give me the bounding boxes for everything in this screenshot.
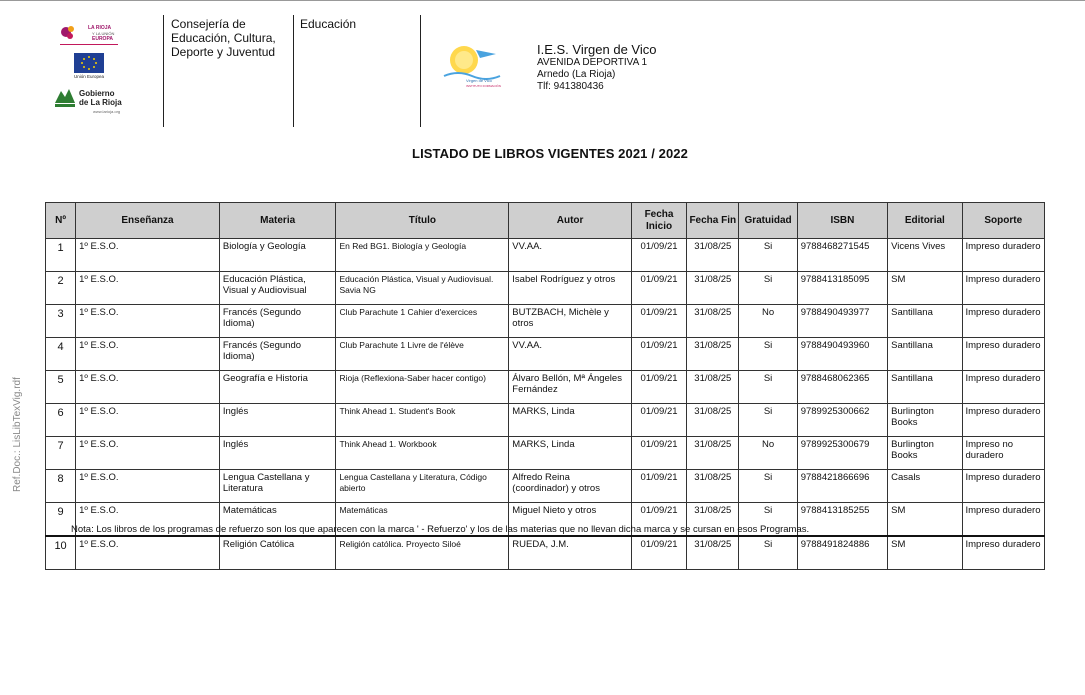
cell-fecha-fin: 31/08/25 (687, 437, 739, 470)
cell-editorial: Vicens Vives (888, 239, 962, 272)
col-header-editorial: Editorial (888, 203, 962, 239)
cell-fecha-fin: 31/08/25 (687, 272, 739, 305)
cell-fecha-inicio: 01/09/21 (631, 470, 686, 503)
cell-fecha-fin: 31/08/25 (687, 338, 739, 371)
col-header-ensenanza: Enseñanza (76, 203, 220, 239)
cell-materia: Lengua Castellana y Literatura (219, 470, 336, 503)
document-reference: Ref.Doc.: LisLibTexVig.rdf (12, 377, 23, 492)
cell-soporte: Impreso duradero (962, 404, 1045, 437)
cell-num: 9 (46, 503, 76, 537)
cell-editorial: Santillana (888, 305, 962, 338)
cell-ensenanza: 1º E.S.O. (76, 272, 220, 305)
table-row (46, 404, 1045, 437)
cell-fecha-fin: 31/08/25 (687, 404, 739, 437)
cell-isbn: 9788421866696 (797, 470, 887, 503)
cell-titulo: Educación Plástica, Visual y Audiovisual. Savia NG (336, 272, 509, 305)
cell-soporte: Impreso duradero (962, 338, 1045, 371)
cell-materia: Biología y Geología (219, 239, 336, 272)
area-name: Educación (300, 17, 357, 31)
cell-fecha-inicio: 01/09/21 (631, 305, 686, 338)
cell-titulo: Club Parachute 1 Livre de l'élève (336, 338, 509, 371)
cell-ensenanza: 1º E.S.O. (76, 371, 220, 404)
cell-materia: Francés (Segundo Idioma) (219, 305, 336, 338)
cell-ensenanza: 1º E.S.O. (76, 437, 220, 470)
cell-isbn: 9788490493960 (797, 338, 887, 371)
la-rioja-europa-logo (58, 22, 122, 48)
gobierno-la-rioja-logo (53, 85, 133, 115)
cell-num: 10 (46, 536, 76, 570)
cell-soporte: Impreso duradero (962, 239, 1045, 272)
cell-editorial: SM (888, 503, 962, 537)
cell-autor: Miguel Nieto y otros (509, 503, 632, 537)
col-header-gratuidad: Gratuidad (739, 203, 797, 239)
cell-ensenanza: 1º E.S.O. (76, 503, 220, 537)
cell-fecha-inicio: 01/09/21 (631, 371, 686, 404)
cell-autor: Alfredo Reina (coordinador) y otros (509, 470, 632, 503)
cell-ensenanza: 1º E.S.O. (76, 470, 220, 503)
cell-ensenanza: 1º E.S.O. (76, 536, 220, 570)
cell-gratuidad: Si (739, 272, 797, 305)
cell-gratuidad: Si (739, 470, 797, 503)
cell-materia: Inglés (219, 437, 336, 470)
cell-editorial: SM (888, 536, 962, 570)
cell-editorial: SM (888, 272, 962, 305)
cell-num: 2 (46, 272, 76, 305)
table-row (46, 272, 1045, 305)
cell-autor: VV.AA. (509, 239, 632, 272)
cell-isbn: 9788468271545 (797, 239, 887, 272)
school-phone: Tlf: 941380436 (537, 81, 604, 92)
cell-gratuidad: Si (739, 404, 797, 437)
header-divider-3 (420, 15, 421, 127)
svg-text:de La Rioja: de La Rioja (79, 98, 122, 107)
cell-editorial: Santillana (888, 371, 962, 404)
cell-ensenanza: 1º E.S.O. (76, 338, 220, 371)
cell-num: 1 (46, 239, 76, 272)
cell-materia: Geografía e Historia (219, 371, 336, 404)
cell-isbn: 9788491824886 (797, 536, 887, 570)
cell-fecha-inicio: 01/09/21 (631, 239, 686, 272)
cell-autor: Isabel Rodríguez y otros (509, 272, 632, 305)
cell-gratuidad: Si (739, 338, 797, 371)
eu-flag-logo (72, 53, 108, 81)
cell-fecha-fin: 31/08/25 (687, 503, 739, 537)
cell-gratuidad: Si (739, 371, 797, 404)
header-divider-1 (163, 15, 164, 127)
cell-num: 4 (46, 338, 76, 371)
cell-autor: BUTZBACH, Michèle y otros (509, 305, 632, 338)
cell-num: 8 (46, 470, 76, 503)
cell-num: 5 (46, 371, 76, 404)
cell-titulo: Club Parachute 1 Cahier d'exercices (336, 305, 509, 338)
cell-num: 6 (46, 404, 76, 437)
svg-text:Unión Europea: Unión Europea (74, 74, 105, 79)
cell-titulo: Think Ahead 1. Student's Book (336, 404, 509, 437)
cell-gratuidad: No (739, 437, 797, 470)
cell-fecha-fin: 31/08/25 (687, 371, 739, 404)
col-header-titulo: Título (336, 203, 509, 239)
col-header-soporte: Soporte (962, 203, 1045, 239)
top-rule (0, 0, 1085, 1)
cell-autor: MARKS, Linda (509, 404, 632, 437)
cell-gratuidad: No (739, 305, 797, 338)
cell-ensenanza: 1º E.S.O. (76, 305, 220, 338)
cell-soporte: Impreso duradero (962, 272, 1045, 305)
table-row (46, 536, 1045, 570)
cell-ensenanza: 1º E.S.O. (76, 404, 220, 437)
footnote: Nota: Los libros de los programas de refuerzo son los que aparecen con la marca ' - Refuerzo' y los de las materias que no llevan dicha marca y se cursan en esos Programas. (71, 524, 810, 535)
cell-isbn: 9789925300662 (797, 404, 887, 437)
cell-fecha-fin: 31/08/25 (687, 536, 739, 570)
svg-text:Gobierno: Gobierno (79, 89, 115, 98)
cell-titulo: Religión católica. Proyecto Siloé (336, 536, 509, 570)
school-logo (440, 40, 512, 92)
cell-fecha-inicio: 01/09/21 (631, 338, 686, 371)
table-row (46, 371, 1045, 404)
cell-gratuidad: Si (739, 239, 797, 272)
cell-editorial: Burlington Books (888, 437, 962, 470)
cell-titulo: Matemáticas (336, 503, 509, 537)
col-header-num: Nº (46, 203, 76, 239)
cell-materia: Matemáticas (219, 503, 336, 537)
cell-gratuidad: Si (739, 503, 797, 537)
cell-fecha-inicio: 01/09/21 (631, 536, 686, 570)
col-header-fecha-inicio: Fecha Inicio (631, 203, 686, 239)
document-title: LISTADO DE LIBROS VIGENTES 2021 / 2022 (412, 146, 688, 161)
table-row (46, 338, 1045, 371)
table-row (46, 470, 1045, 503)
cell-soporte: Impreso duradero (962, 371, 1045, 404)
cell-soporte: Impreso duradero (962, 470, 1045, 503)
books-table (45, 202, 1045, 570)
cell-num: 7 (46, 437, 76, 470)
cell-isbn: 9788413185095 (797, 272, 887, 305)
cell-titulo: Think Ahead 1. Workbook (336, 437, 509, 470)
col-header-materia: Materia (219, 203, 336, 239)
cell-autor: Álvaro Bellón, Mª Ángeles Fernández (509, 371, 632, 404)
cell-materia: Educación Plástica, Visual y Audiovisual (219, 272, 336, 305)
cell-fecha-inicio: 01/09/21 (631, 272, 686, 305)
department-name: Consejería de Educación, Cultura, Deporte y Juventud (171, 17, 276, 59)
cell-ensenanza: 1º E.S.O. (76, 239, 220, 272)
school-address: AVENIDA DEPORTIVA 1 (537, 57, 648, 68)
cell-materia: Religión Católica (219, 536, 336, 570)
cell-soporte: Impreso duradero (962, 503, 1045, 537)
svg-text:LA RIOJA: LA RIOJA (88, 25, 112, 31)
cell-fecha-fin: 31/08/25 (687, 305, 739, 338)
school-city: Arnedo (La Rioja) (537, 69, 616, 80)
table-row (46, 239, 1045, 272)
cell-titulo: Rioja (Reflexiona-Saber hacer contigo) (336, 371, 509, 404)
col-header-isbn: ISBN (797, 203, 887, 239)
cell-num: 3 (46, 305, 76, 338)
cell-editorial: Casals (888, 470, 962, 503)
svg-text:INSTITUTO FORMACIÓN: INSTITUTO FORMACIÓN (466, 84, 501, 88)
cell-autor: VV.AA. (509, 338, 632, 371)
table-header-row (46, 203, 1045, 239)
cell-editorial: Burlington Books (888, 404, 962, 437)
cell-gratuidad: Si (739, 536, 797, 570)
cell-materia: Francés (Segundo Idioma) (219, 338, 336, 371)
svg-text:Virgen de Vico: Virgen de Vico (466, 78, 492, 83)
cell-materia: Inglés (219, 404, 336, 437)
cell-soporte: Impreso duradero (962, 305, 1045, 338)
cell-isbn: 9788413185255 (797, 503, 887, 537)
cell-autor: MARKS, Linda (509, 437, 632, 470)
svg-text:Y LA UNIÓN: Y LA UNIÓN (92, 31, 115, 36)
cell-autor: RUEDA, J.M. (509, 536, 632, 570)
cell-fecha-fin: 31/08/25 (687, 470, 739, 503)
cell-titulo: Lengua Castellana y Literatura, Código abierto (336, 470, 509, 503)
cell-isbn: 9788468062365 (797, 371, 887, 404)
cell-fecha-fin: 31/08/25 (687, 239, 739, 272)
cell-isbn: 9789925300679 (797, 437, 887, 470)
school-info (537, 43, 656, 93)
col-header-fecha-fin: Fecha Fin (687, 203, 739, 239)
table-row (46, 305, 1045, 338)
school-name: I.E.S. Virgen de Vico (537, 42, 657, 57)
cell-editorial: Santillana (888, 338, 962, 371)
table-row (46, 437, 1045, 470)
cell-soporte: Impreso no duradero (962, 437, 1045, 470)
svg-text:www.larioja.org: www.larioja.org (93, 109, 121, 114)
cell-titulo: En Red BG1. Biología y Geología (336, 239, 509, 272)
cell-isbn: 9788490493977 (797, 305, 887, 338)
col-header-autor: Autor (509, 203, 632, 239)
cell-fecha-inicio: 01/09/21 (631, 437, 686, 470)
cell-fecha-inicio: 01/09/21 (631, 404, 686, 437)
header-divider-2 (293, 15, 294, 127)
cell-fecha-inicio: 01/09/21 (631, 503, 686, 537)
cell-soporte: Impreso duradero (962, 536, 1045, 570)
svg-text:EUROPA: EUROPA (92, 36, 114, 42)
